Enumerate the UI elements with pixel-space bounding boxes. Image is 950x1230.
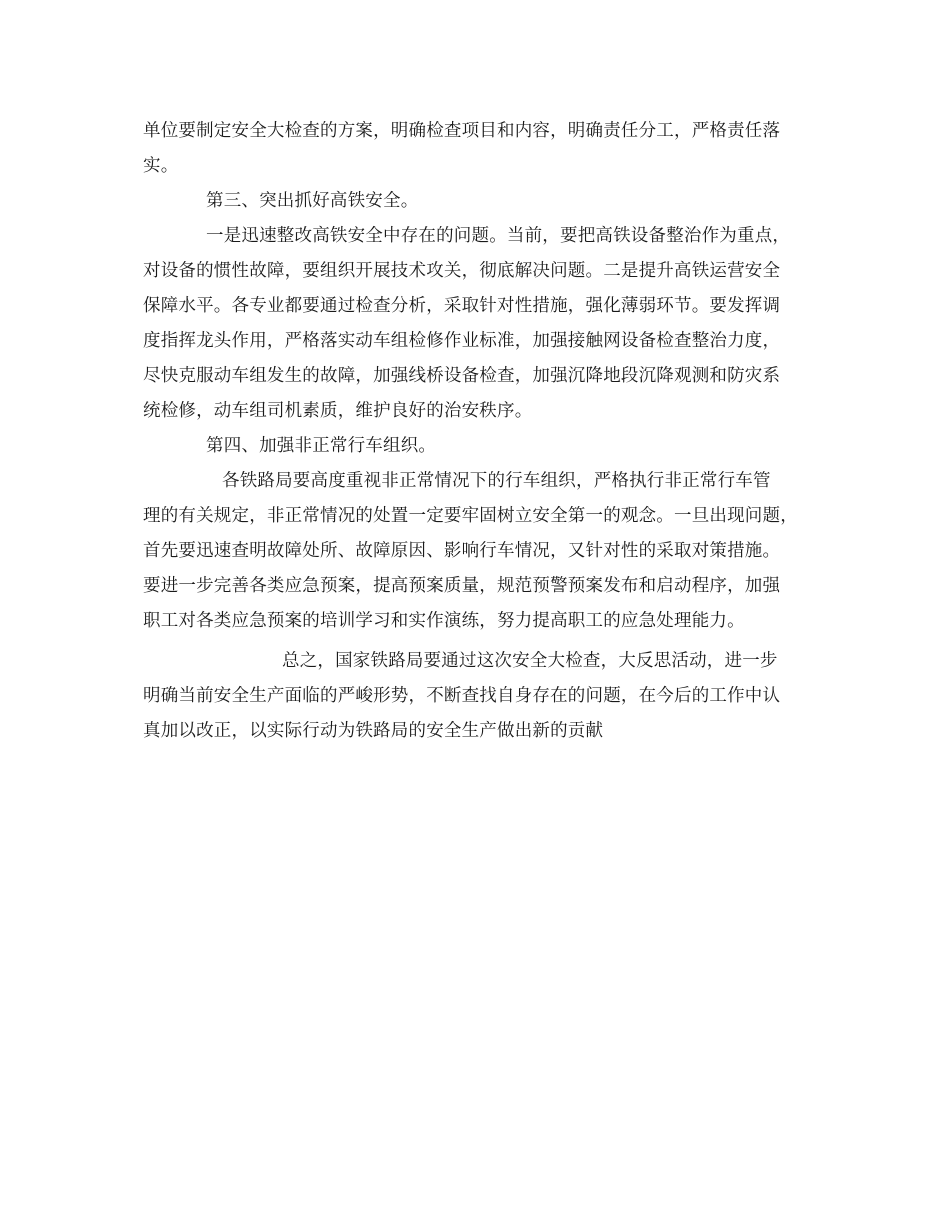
text-line: 实。 xyxy=(143,156,179,176)
text-line: 职工对各类应急预案的培训学习和实作演练，努力提高职工的应急处理能力。 xyxy=(143,611,745,631)
text-line: 要进一步完善各类应急预案，提高预案质量，规范预警预案发布和启动程序，加强 xyxy=(143,576,781,596)
text-line: 各铁路局要高度重视非正常情况下的行车组织，严格执行非正常行车管 xyxy=(222,471,771,491)
text-line: 度指挥龙头作用，严格落实动车组检修作业标准，加强接触网设备检查整治力度， xyxy=(143,331,781,351)
text-line: 首先要迅速查明故障处所、故障原因、影响行车情况，又针对性的采取对策措施。 xyxy=(143,541,781,561)
text-line: 尽快克服动车组发生的故障，加强线桥设备检查，加强沉降地段沉降观测和防灾系 xyxy=(143,366,781,386)
text-line: 单位要制定安全大检查的方案，明确检查项目和内容，明确责任分工，严格责任落 xyxy=(143,121,781,141)
section-heading-3: 第三、突出抓好高铁安全。 xyxy=(206,191,419,211)
section-heading-4: 第四、加强非正常行车组织。 xyxy=(206,436,437,456)
text-line: 一是迅速整改高铁安全中存在的问题。当前，要把高铁设备整治作为重点， xyxy=(206,226,791,246)
text-line: 统检修，动车组司机素质，维护良好的治安秩序。 xyxy=(143,401,533,421)
text-line: 明确当前安全生产面临的严峻形势，不断查找自身存在的问题，在今后的工作中认 xyxy=(143,686,781,706)
text-line: 对设备的惯性故障，要组织开展技术攻关，彻底解决问题。二是提升高铁运营安全 xyxy=(143,261,781,281)
text-line: 理的有关规定，非正常情况的处置一定要牢固树立安全第一的观念。一旦出现问题， xyxy=(143,506,798,526)
text-line: 保障水平。各专业都要通过检查分析，采取针对性措施，强化薄弱环节。要发挥调 xyxy=(143,296,781,316)
conclusion-line: 总之，国家铁路局要通过这次安全大检查，大反思活动，进一步 xyxy=(282,651,778,671)
text-line: 真加以改正，以实际行动为铁路局的安全生产做出新的贡献 xyxy=(143,721,604,741)
